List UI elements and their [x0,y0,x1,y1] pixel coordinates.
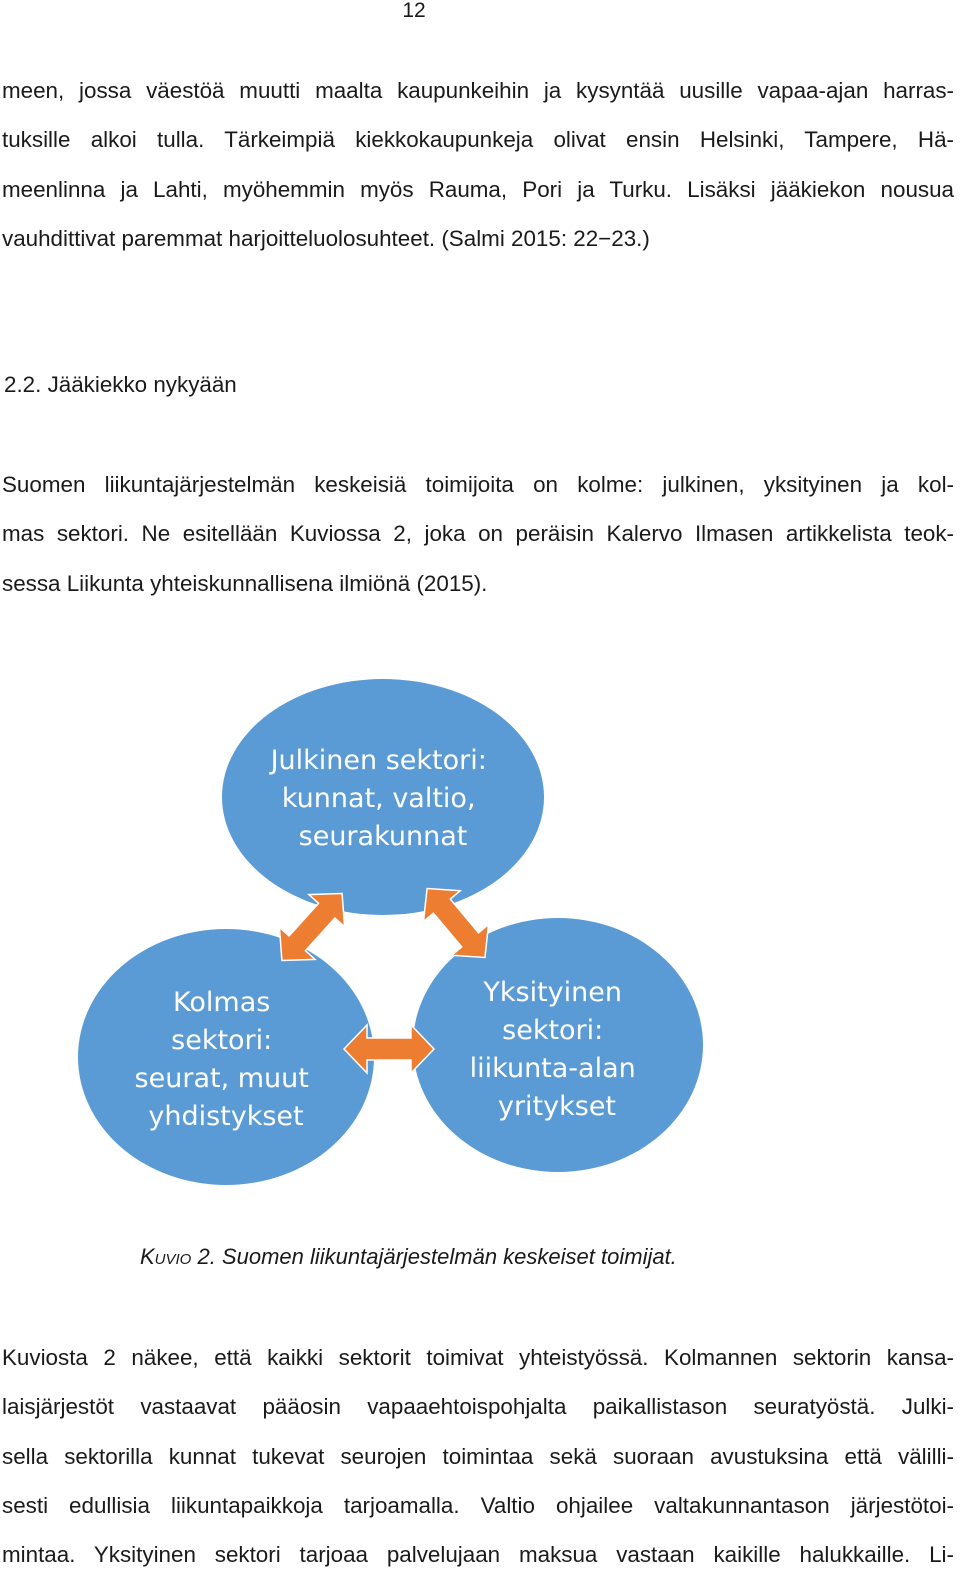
paragraph-line: sessa Liikunta yhteiskunnallisena ilmiönä (2015). [2,570,488,596]
figure-caption [140,1242,677,1272]
page-number: 12 [402,0,426,22]
paragraph-line: sella sektorilla kunnat tukevat seurojen toimintaa sekä suoraan avustuksina että välilli- [2,1443,954,1469]
paragraph-line: tuksille alkoi tulla. Tärkeimpiä kiekkokaupunkeja olivat ensin Helsinki, Tampere, Hä- [2,127,954,153]
private-sector-label: Yksityinen sektori: liikunta-alan yritykset [469,977,636,1122]
paragraph-line: mas sektori. Ne esitellään Kuviossa 2, joka on peräisin Kalervo Ilmasen artikkelista teok- [2,521,954,547]
paragraph-line: meenlinna ja Lahti, myöhemmin myös Rauma, Pori ja Turku. Lisäksi jääkiekon nousua [2,176,954,202]
third-sector-circle [78,929,374,1185]
paragraph-line: mintaa. Yksityinen sektori tarjoaa palvelujaan maksua vastaan kaikille halukkaille. Li- [2,1542,954,1568]
paragraph-line: Kuviosta 2 näkee, että kaikki sektorit toimivat yhteistyössä. Kolmannen sektorin kansa- [2,1345,954,1370]
caption-prefix: Kuvio [140,1244,192,1269]
paragraph-history [2,66,954,263]
paragraph-line: sesti edullisia liikuntapaikkoja tarjoamalla. Valtio ohjailee valtakunnantason järjestötoi- [2,1492,954,1518]
paragraph-line: laisjärjestöt vastaavat pääosin vapaaehtoispohjalta paikallistason seuratyöstä. Julki- [2,1394,954,1420]
sector-diagram [0,660,960,1220]
paragraph-discussion [2,1333,954,1579]
paragraph-line: Suomen liikuntajärjestelmän keskeisiä toimijoita on kolme: julkinen, yksityinen ja kol- [2,472,954,497]
paragraph-line: vauhdittivat paremmat harjoitteluolosuhteet. (Salmi 2015: 22−23.) [2,225,650,251]
public-sector-label: Julkinen sektori: kunnat, valtio, seurakunnat [270,745,487,852]
section-heading: 2.2. Jääkiekko nykyään [4,372,237,397]
third-sector-label: Kolmas sektori: seurat, muut yhdistykset [134,987,309,1132]
paragraph-line: meen, jossa väestöä muutti maalta kaupunkeihin ja kysyntää uusille vapaa-ajan harras- [2,78,954,103]
paragraph-intro [2,460,954,608]
caption-text: 2. Suomen liikuntajärjestelmän keskeiset toimijat. [191,1244,677,1269]
